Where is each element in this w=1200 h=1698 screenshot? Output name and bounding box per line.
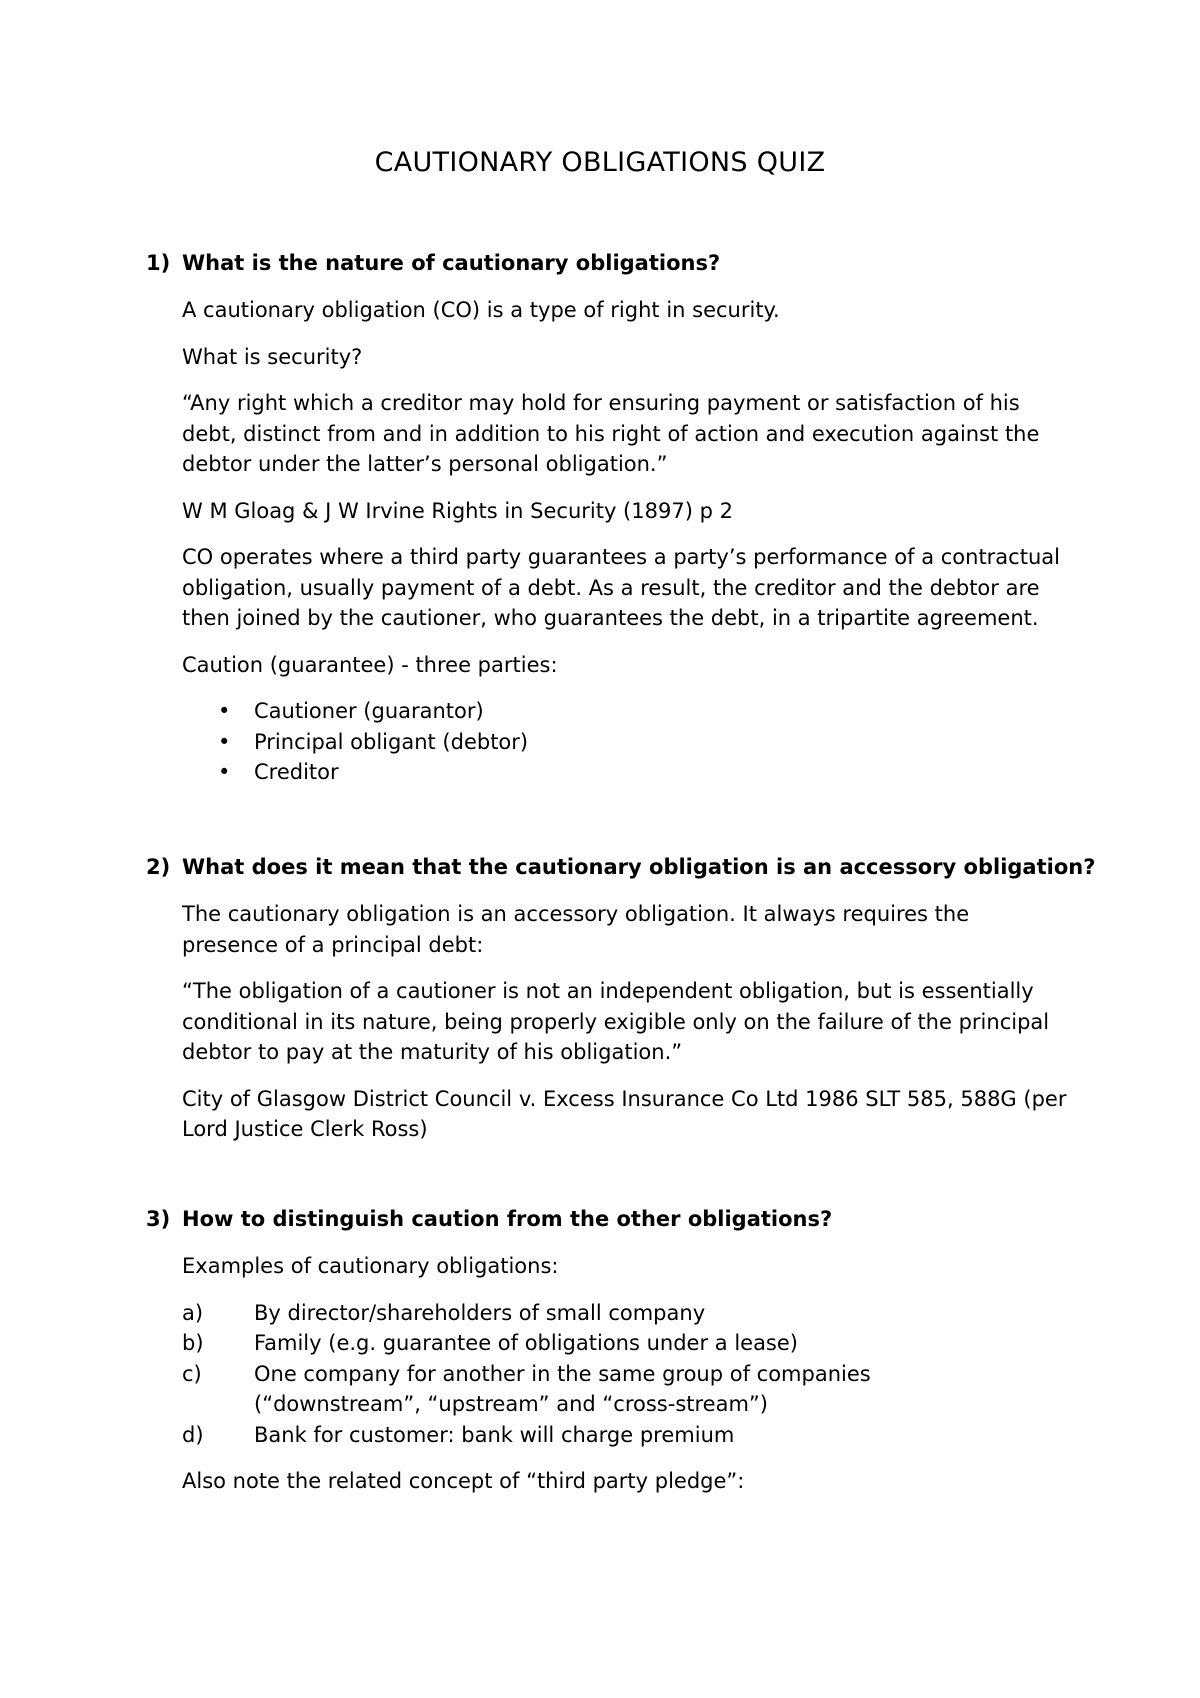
list-item-letter: a) [182, 1300, 204, 1325]
examples-lettered-list [182, 1298, 1112, 1451]
answer-2-citation-line-2: Lord Justice Clerk Ross) [182, 1117, 428, 1141]
bullet-icon: • [218, 760, 231, 784]
answer-3-paragraph-1: Examples of cautionary obligations: [182, 1254, 559, 1278]
list-item [182, 757, 1112, 788]
answer-2-paragraph-1-line-2: presence of a principal debt: [182, 932, 484, 957]
answer-3-paragraph-2: Also note the related concept of “third party pledge”: [182, 1469, 745, 1493]
document-title: CAUTIONARY OBLIGATIONS QUIZ [374, 147, 826, 178]
answer-2-citation [182, 1084, 1112, 1145]
list-item [182, 1359, 1112, 1420]
answer-1-paragraph-3 [182, 542, 1112, 634]
bullet-icon: • [218, 729, 231, 754]
answer-2-quote-line-1: “The obligation of a cautioner is not an independent obligation, but is essentially [182, 979, 1034, 1003]
bullet-icon: • [218, 699, 231, 723]
answer-1-body [182, 295, 1112, 788]
answer-2-citation-line-1: City of Glasgow District Council v. Excess Insurance Co Ltd 1986 SLT 585, 588G (per [182, 1086, 1067, 1111]
list-item [182, 696, 1112, 727]
list-item-label: One company for another in the same group of companies [254, 1361, 871, 1386]
question-3-number: 3) [146, 1207, 171, 1231]
answer-2-paragraph-1 [182, 899, 1112, 960]
answer-3-body [182, 1251, 1112, 1513]
list-item-label-continued: (“downstream”, “upstream” and “cross-stream”) [254, 1392, 768, 1416]
answer-2-paragraph-1-line-1: The cautionary obligation is an accessory obligation. It always requires the [182, 902, 970, 926]
answer-1-quote-line-1: “Any right which a creditor may hold for ensuring payment or satisfaction of his [182, 391, 1020, 415]
list-item-letter: c) [182, 1361, 202, 1386]
list-item-label: Bank for customer: bank will charge premium [254, 1422, 735, 1447]
answer-1-quote [182, 388, 1112, 480]
list-item-label: Family (e.g. guarantee of obligations under a lease) [254, 1331, 798, 1355]
answer-2-quote [182, 976, 1112, 1068]
list-item-label: Principal obligant (debtor) [254, 729, 529, 754]
answer-1-quote-line-3: debtor under the latter’s personal obligation.” [182, 452, 668, 476]
question-2-number: 2) [146, 855, 171, 879]
answer-1-paragraph-3-line-1: CO operates where a third party guarantees a party’s performance of a contractual [182, 545, 1060, 569]
list-item [182, 727, 1112, 758]
parties-bullet-list [182, 696, 1112, 788]
answer-2-quote-line-3: debtor to pay at the maturity of his obligation.” [182, 1040, 683, 1064]
question-2-text: What does it mean that the cautionary obligation is an accessory obligation? [182, 855, 1096, 879]
question-3-text: How to distinguish caution from the other obligations? [182, 1207, 833, 1231]
list-item-letter: d) [182, 1422, 204, 1447]
question-1-text: What is the nature of cautionary obligations? [182, 251, 721, 275]
answer-1-citation: W M Gloag & J W Irvine Rights in Security (1897) p 2 [182, 498, 733, 523]
list-item-label: Cautioner (guarantor) [254, 699, 484, 723]
list-item-label: Creditor [254, 760, 339, 784]
answer-1-paragraph-1: A cautionary obligation (CO) is a type of right in security. [182, 298, 780, 322]
answer-1-paragraph-3-line-2: obligation, usually payment of a debt. As a result, the creditor and the debtor are [182, 575, 1040, 600]
question-1-number: 1) [146, 251, 171, 275]
answer-2-body [182, 899, 1112, 1161]
answer-2-quote-line-2: conditional in its nature, being properly exigible only on the failure of the principal [182, 1009, 1050, 1034]
list-item-letter: b) [182, 1331, 204, 1355]
answer-1-paragraph-4: Caution (guarantee) - three parties: [182, 652, 558, 677]
answer-1-paragraph-2: What is security? [182, 344, 363, 369]
list-item-label: By director/shareholders of small company [254, 1300, 706, 1325]
answer-1-quote-line-2: debt, distinct from and in addition to his right of action and execution against the [182, 421, 1040, 446]
list-item [182, 1298, 1112, 1329]
list-item [182, 1328, 1112, 1359]
answer-1-paragraph-3-line-3: then joined by the cautioner, who guarantees the debt, in a tripartite agreement. [182, 606, 1039, 630]
list-item [182, 1420, 1112, 1451]
